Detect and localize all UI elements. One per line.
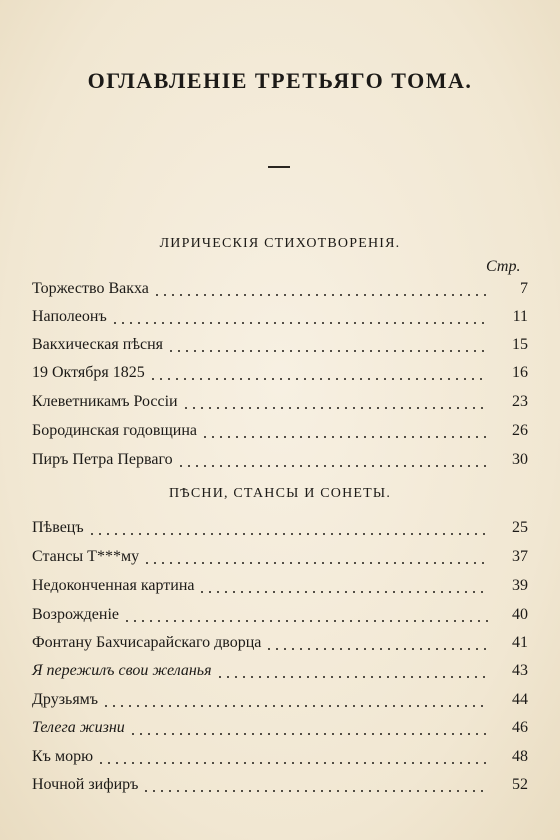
toc-entry-page: 16 [512,364,528,381]
leader-dots [182,391,488,411]
toc-entry[interactable] [32,716,528,738]
toc-entry[interactable] [32,603,528,625]
toc-entry-title: Телега жизни [32,719,125,736]
leader-dots [88,517,488,537]
leader-dots [129,717,488,737]
toc-entry[interactable] [32,277,528,299]
toc-entry[interactable] [32,659,528,681]
toc-entry-page: 41 [512,634,528,651]
toc-entry-page: 15 [512,336,528,353]
leader-dots [123,604,488,624]
toc-entry-title: Бородинская годовщина [32,422,198,439]
toc-entry[interactable] [32,745,528,767]
section-heading-songs: ПѢСНИ, СТАНСЫ И СОНЕТЫ. [168,486,392,501]
toc-entry[interactable] [32,516,528,538]
toc-entry-page: 11 [512,308,528,325]
toc-entry-page: 48 [512,748,528,765]
toc-entry[interactable] [32,448,528,470]
toc-entry-page: 39 [512,577,528,594]
toc-entry-title: Пѣвецъ [32,519,84,536]
toc-entry[interactable] [32,688,528,710]
toc-entry-page: 43 [512,662,528,679]
toc-entry-title: Пиръ Петра Перваго [32,451,173,468]
toc-entry-title: Наполеонъ [32,308,107,325]
toc-entry-page: 7 [520,280,528,297]
leader-dots [142,774,488,794]
toc-entry[interactable] [32,419,528,441]
toc-entry[interactable] [32,574,528,596]
toc-entry-title: Фонтану Бахчисарайскаго дворца [32,634,262,651]
toc-entry-title: Возрожденіе [32,606,119,623]
toc-entry[interactable] [32,773,528,795]
toc-entry-page: 25 [512,519,528,536]
toc-entry-title: Клеветникамъ Россіи [32,393,178,410]
toc-entry-page: 44 [512,691,528,708]
toc-entry-page: 52 [512,776,528,793]
leader-dots [111,306,488,326]
leader-dots [216,660,488,680]
leader-dots [167,334,488,354]
toc-entry-title: Торжество Вакха [32,280,149,297]
toc-entry-page: 37 [512,548,528,565]
toc-entry-page: 46 [512,719,528,736]
toc-entry[interactable] [32,305,528,327]
toc-entry-title: Я пережилъ свои желанья [32,662,212,679]
toc-entry-title: Вакхическая пѣсня [32,336,164,353]
leader-dots [102,689,488,709]
toc-entry[interactable] [32,361,528,383]
toc-entry-title: Друзьямъ [32,691,99,708]
leader-dots [265,632,488,652]
leader-dots [143,546,488,566]
leader-dots [201,420,488,440]
page-title: ОГЛАВЛЕНІЕ ТРЕТЬЯГО ТОМА. [87,68,473,93]
toc-entry-page: 26 [512,422,528,439]
leader-dots [198,575,488,595]
toc-entry-page: 40 [512,606,528,623]
toc-entry[interactable] [32,545,528,567]
leader-dots [177,449,488,469]
leader-dots [97,746,488,766]
section-heading-lyric: ЛИРИЧЕСКІЯ СТИХОТВОРЕНІЯ. [159,236,401,251]
toc-entry[interactable] [32,390,528,412]
toc-entry-title: Стансы Т***му [32,548,140,565]
leader-dots [149,362,488,382]
leader-dots [153,278,488,298]
toc-entry[interactable] [32,631,528,653]
toc-entry-title: Ночной зифиръ [32,776,139,793]
toc-entry-title: Къ морю [32,748,94,765]
page-column-label: Стр. [486,258,521,275]
toc-entry-page: 30 [512,451,528,468]
toc-entry-title: Недоконченная картина [32,577,195,594]
toc-entry[interactable] [32,333,528,355]
title-divider [268,166,290,168]
toc-entry-page: 23 [512,393,528,410]
toc-entry-title: 19 Октября 1825 [32,364,145,381]
